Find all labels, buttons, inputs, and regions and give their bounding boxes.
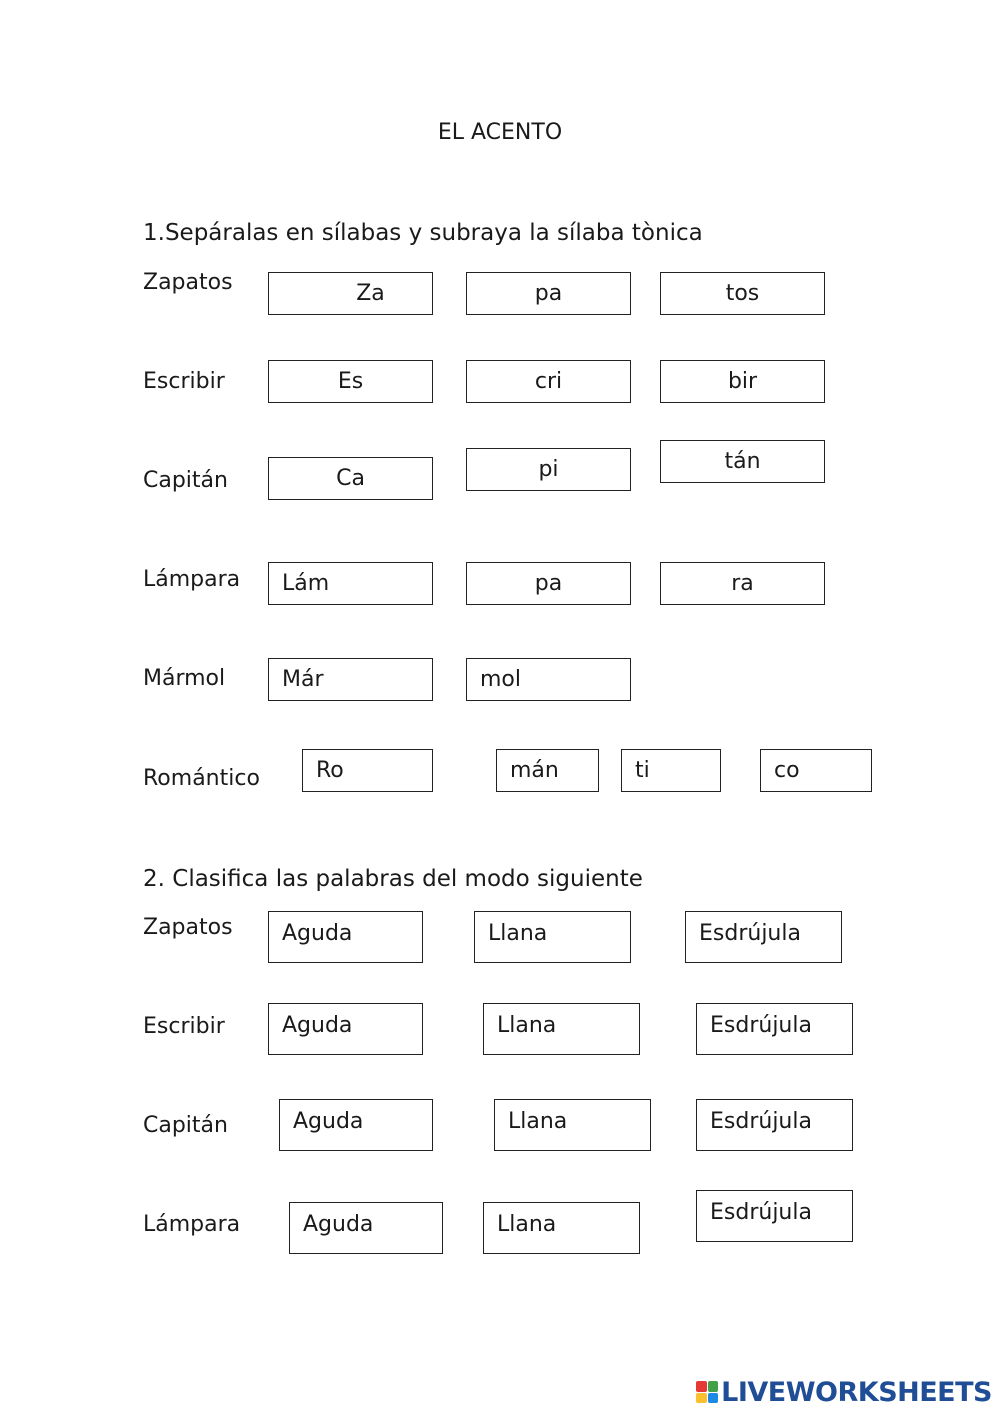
s1-syllable-box[interactable]: pa xyxy=(466,562,631,605)
section1-heading: 1.Sepáralas en sílabas y subraya la sílaba tònica xyxy=(143,220,703,246)
s2-option-esdrujula[interactable]: Esdrújula xyxy=(696,1003,853,1055)
s2-option-llana[interactable]: Llana xyxy=(483,1003,640,1055)
s1-word-romantico: Romántico xyxy=(143,766,260,791)
s2-option-aguda[interactable]: Aguda xyxy=(289,1202,443,1254)
s1-syllable-box[interactable]: Már xyxy=(268,658,433,701)
s1-syllable-box[interactable]: tán xyxy=(660,440,825,483)
s2-word-escribir: Escribir xyxy=(143,1014,225,1039)
s1-syllable-box[interactable]: Ro xyxy=(302,749,433,792)
s2-option-aguda[interactable]: Aguda xyxy=(268,911,423,963)
s2-option-esdrujula[interactable]: Esdrújula xyxy=(696,1099,853,1151)
s1-syllable-box[interactable]: pi xyxy=(466,448,631,491)
s2-option-esdrujula[interactable]: Esdrújula xyxy=(685,911,842,963)
s1-word-escribir: Escribir xyxy=(143,369,225,394)
logo-mark-icon xyxy=(696,1381,718,1403)
s1-syllable-box[interactable]: Es xyxy=(268,360,433,403)
s2-option-aguda[interactable]: Aguda xyxy=(268,1003,423,1055)
page-title: EL ACENTO xyxy=(437,120,563,145)
s1-syllable-box[interactable]: ra xyxy=(660,562,825,605)
s2-option-llana[interactable]: Llana xyxy=(474,911,631,963)
s2-option-llana[interactable]: Llana xyxy=(483,1202,640,1254)
s1-word-zapatos: Zapatos xyxy=(143,270,233,295)
s1-word-capitan: Capitán xyxy=(143,468,228,493)
s1-syllable-box[interactable]: Lám xyxy=(268,562,433,605)
s1-word-lampara: Lámpara xyxy=(143,567,241,592)
s1-syllable-box[interactable]: pa xyxy=(466,272,631,315)
s2-word-lampara: Lámpara xyxy=(143,1212,241,1237)
s2-option-esdrujula[interactable]: Esdrújula xyxy=(696,1190,853,1242)
s1-syllable-box[interactable]: tos xyxy=(660,272,825,315)
s1-syllable-box[interactable]: mán xyxy=(496,749,599,792)
s1-syllable-box[interactable]: ti xyxy=(621,749,721,792)
s2-option-aguda[interactable]: Aguda xyxy=(279,1099,433,1151)
liveworksheets-logo xyxy=(696,1377,992,1407)
s1-syllable-box[interactable]: mol xyxy=(466,658,631,701)
s1-syllable-box[interactable]: cri xyxy=(466,360,631,403)
section2-heading: 2. Clasifica las palabras del modo siguiente xyxy=(143,866,643,892)
s2-option-llana[interactable]: Llana xyxy=(494,1099,651,1151)
s1-syllable-box[interactable]: bir xyxy=(660,360,825,403)
logo-text: LIVEWORKSHEETS xyxy=(721,1376,992,1408)
s1-syllable-box[interactable]: co xyxy=(760,749,872,792)
s1-syllable-box[interactable]: Ca xyxy=(268,457,433,500)
s1-syllable-box[interactable]: Za xyxy=(268,272,433,315)
s2-word-capitan: Capitán xyxy=(143,1113,228,1138)
s2-word-zapatos: Zapatos xyxy=(143,915,233,940)
s1-word-marmol: Mármol xyxy=(143,666,226,691)
